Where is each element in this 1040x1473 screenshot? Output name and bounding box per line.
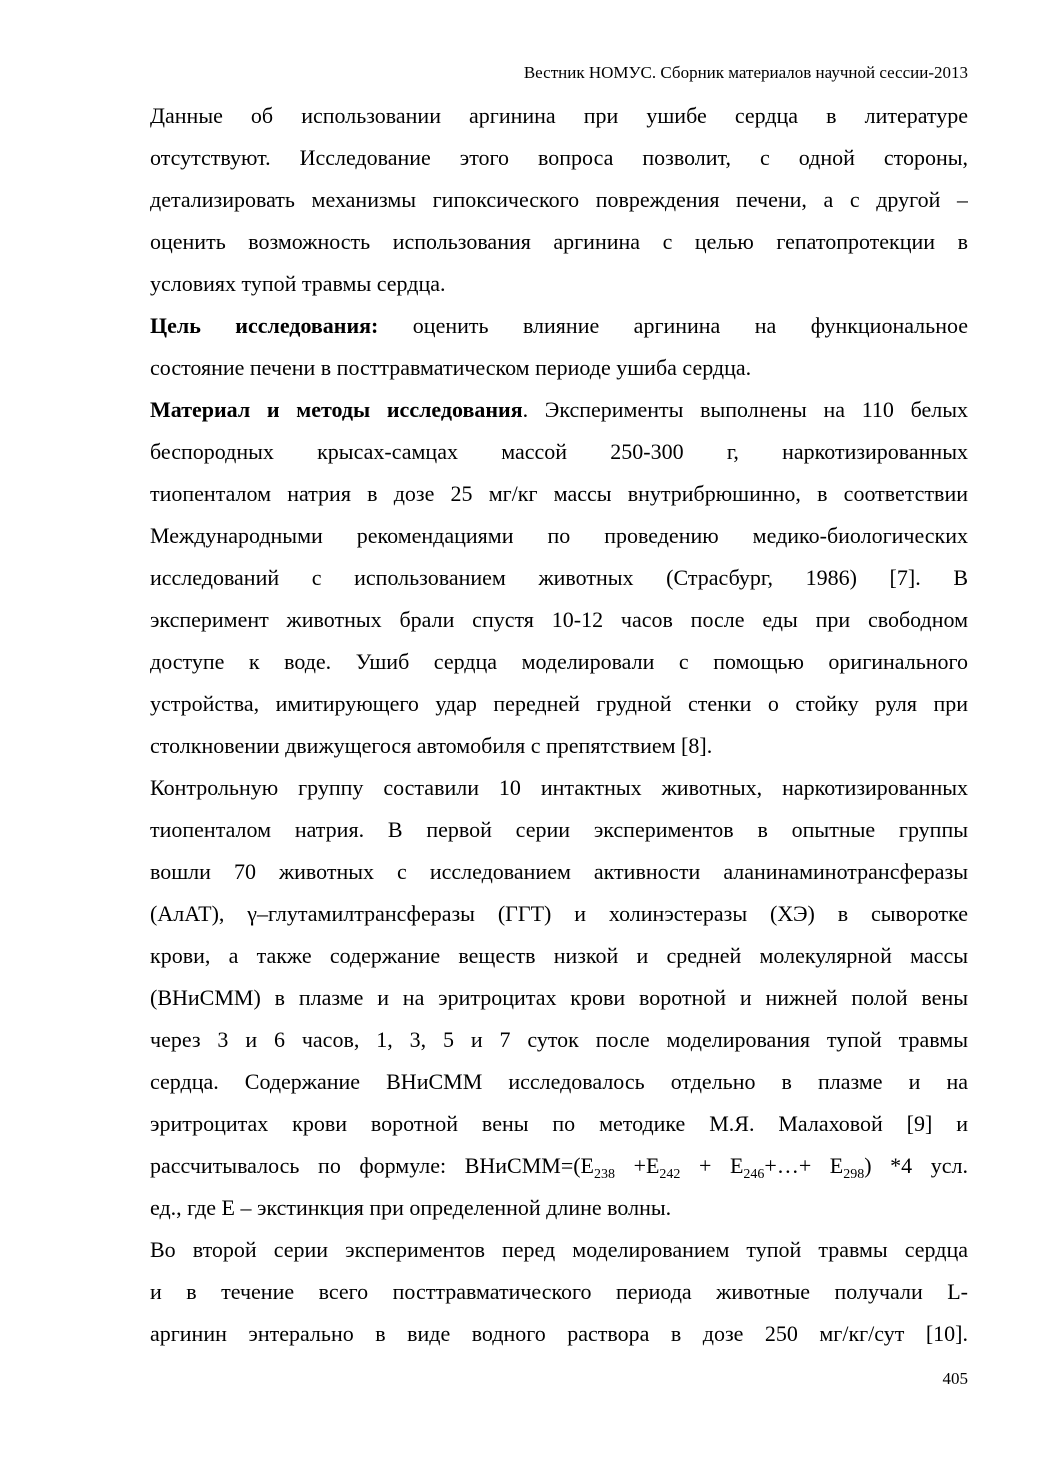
text-line: оценить возможность использования аргинина с целью гепатопротекции в <box>150 229 968 254</box>
methods-text: . Эксперименты выполнены на 110 белых <box>522 397 968 422</box>
running-header: Вестник НОМУС. Сборник материалов научной сессии-2013 <box>523 63 968 82</box>
page-body <box>150 95 968 1355</box>
formula-part: + Е <box>680 1153 744 1178</box>
text-line: Данные об использовании аргинина при ушибе сердца в литературе <box>150 103 968 128</box>
text-line: исследований с использованием животных (Страсбург, 1986) [7]. В <box>150 565 968 590</box>
paragraph-control-group <box>150 767 968 1229</box>
formula-subscript: 298 <box>843 1167 865 1182</box>
text-line: эритроцитах крови воротной вены по методике М.Я. Малаховой [9] и <box>150 1111 968 1136</box>
paragraph-intro <box>150 95 968 305</box>
formula-part: +Е <box>615 1153 660 1178</box>
text-line: крови, а также содержание веществ низкой и средней молекулярной массы <box>150 943 968 968</box>
formula-part: +…+ Е <box>764 1153 844 1178</box>
text-line: (ВНиСММ) в плазме и на эритроцитах крови воротной и нижней полой вены <box>150 985 968 1010</box>
text-line: тиопенталом натрия. В первой серии экспериментов в опытные группы <box>150 817 968 842</box>
text-line: устройства, имитирующего удар передней грудной стенки о стойку руля при <box>150 691 968 716</box>
text-line: состояние печени в посттравматическом периоде ушиба сердца. <box>150 355 752 380</box>
page-number: 405 <box>942 1369 968 1388</box>
text-line: Во второй серии экспериментов перед моделированием тупой травмы сердца <box>150 1237 968 1262</box>
text-line: через 3 и 6 часов, 1, 3, 5 и 7 суток после моделирования тупой травмы <box>150 1027 968 1052</box>
text-line: тиопенталом натрия в дозе 25 мг/кг массы внутрибрюшинно, в соответствии <box>150 481 968 506</box>
formula-subscript: 242 <box>659 1167 681 1182</box>
text-line: столкновении движущегося автомобиля с препятствием [8]. <box>150 733 713 758</box>
text-line <box>150 389 968 431</box>
text-line: доступе к воде. Ушиб сердца моделировали с помощью оригинального <box>150 649 968 674</box>
formula-prefix: рассчитывалось по формуле: ВНиСММ=(Е <box>150 1153 594 1178</box>
formula-suffix: ) *4 усл. <box>864 1153 968 1178</box>
formula-subscript: 246 <box>743 1167 765 1182</box>
formula-line <box>150 1145 968 1187</box>
paragraph-methods <box>150 389 968 767</box>
text-line: детализировать механизмы гипоксического повреждения печени, а с другой – <box>150 187 968 212</box>
text-line: Международными рекомендациями по проведению медико-биологических <box>150 523 968 548</box>
text-line: аргинин энтерально в виде водного раствора в дозе 250 мг/кг/сут [10]. <box>150 1321 968 1346</box>
text-line <box>150 305 968 347</box>
text-line: эксперимент животных брали спустя 10-12 часов после еды при свободном <box>150 607 968 632</box>
text-line: отсутствуют. Исследование этого вопроса позволит, с одной стороны, <box>150 145 968 170</box>
formula-subscript: 238 <box>594 1167 615 1182</box>
methods-label: Материал и методы исследования <box>150 397 523 422</box>
text-line: вошли 70 животных с исследованием активности аланинаминотрансферазы <box>150 859 968 884</box>
paragraph-aim <box>150 305 968 389</box>
text-line: ед., где Е – экстинкция при определенной длине волны. <box>150 1195 672 1220</box>
aim-text: оценить влияние аргинина на функциональное <box>378 313 968 338</box>
text-line: беспородных крысах-самцах массой 250-300 г, наркотизированных <box>150 439 968 464</box>
text-line: Контрольную группу составили 10 интактных животных, наркотизированных <box>150 775 968 800</box>
aim-label: Цель исследования: <box>150 313 379 338</box>
text-line: (АлАТ), γ–глутамилтрансферазы (ГГТ) и холинэстеразы (ХЭ) в сыворотке <box>150 901 968 926</box>
text-line: и в течение всего посттравматического периода животные получали L- <box>150 1279 968 1304</box>
paragraph-second-series <box>150 1229 968 1355</box>
text-line: сердца. Содержание ВНиСММ исследовалось отдельно в плазме и на <box>150 1069 968 1094</box>
text-line: условиях тупой травмы сердца. <box>150 271 446 296</box>
